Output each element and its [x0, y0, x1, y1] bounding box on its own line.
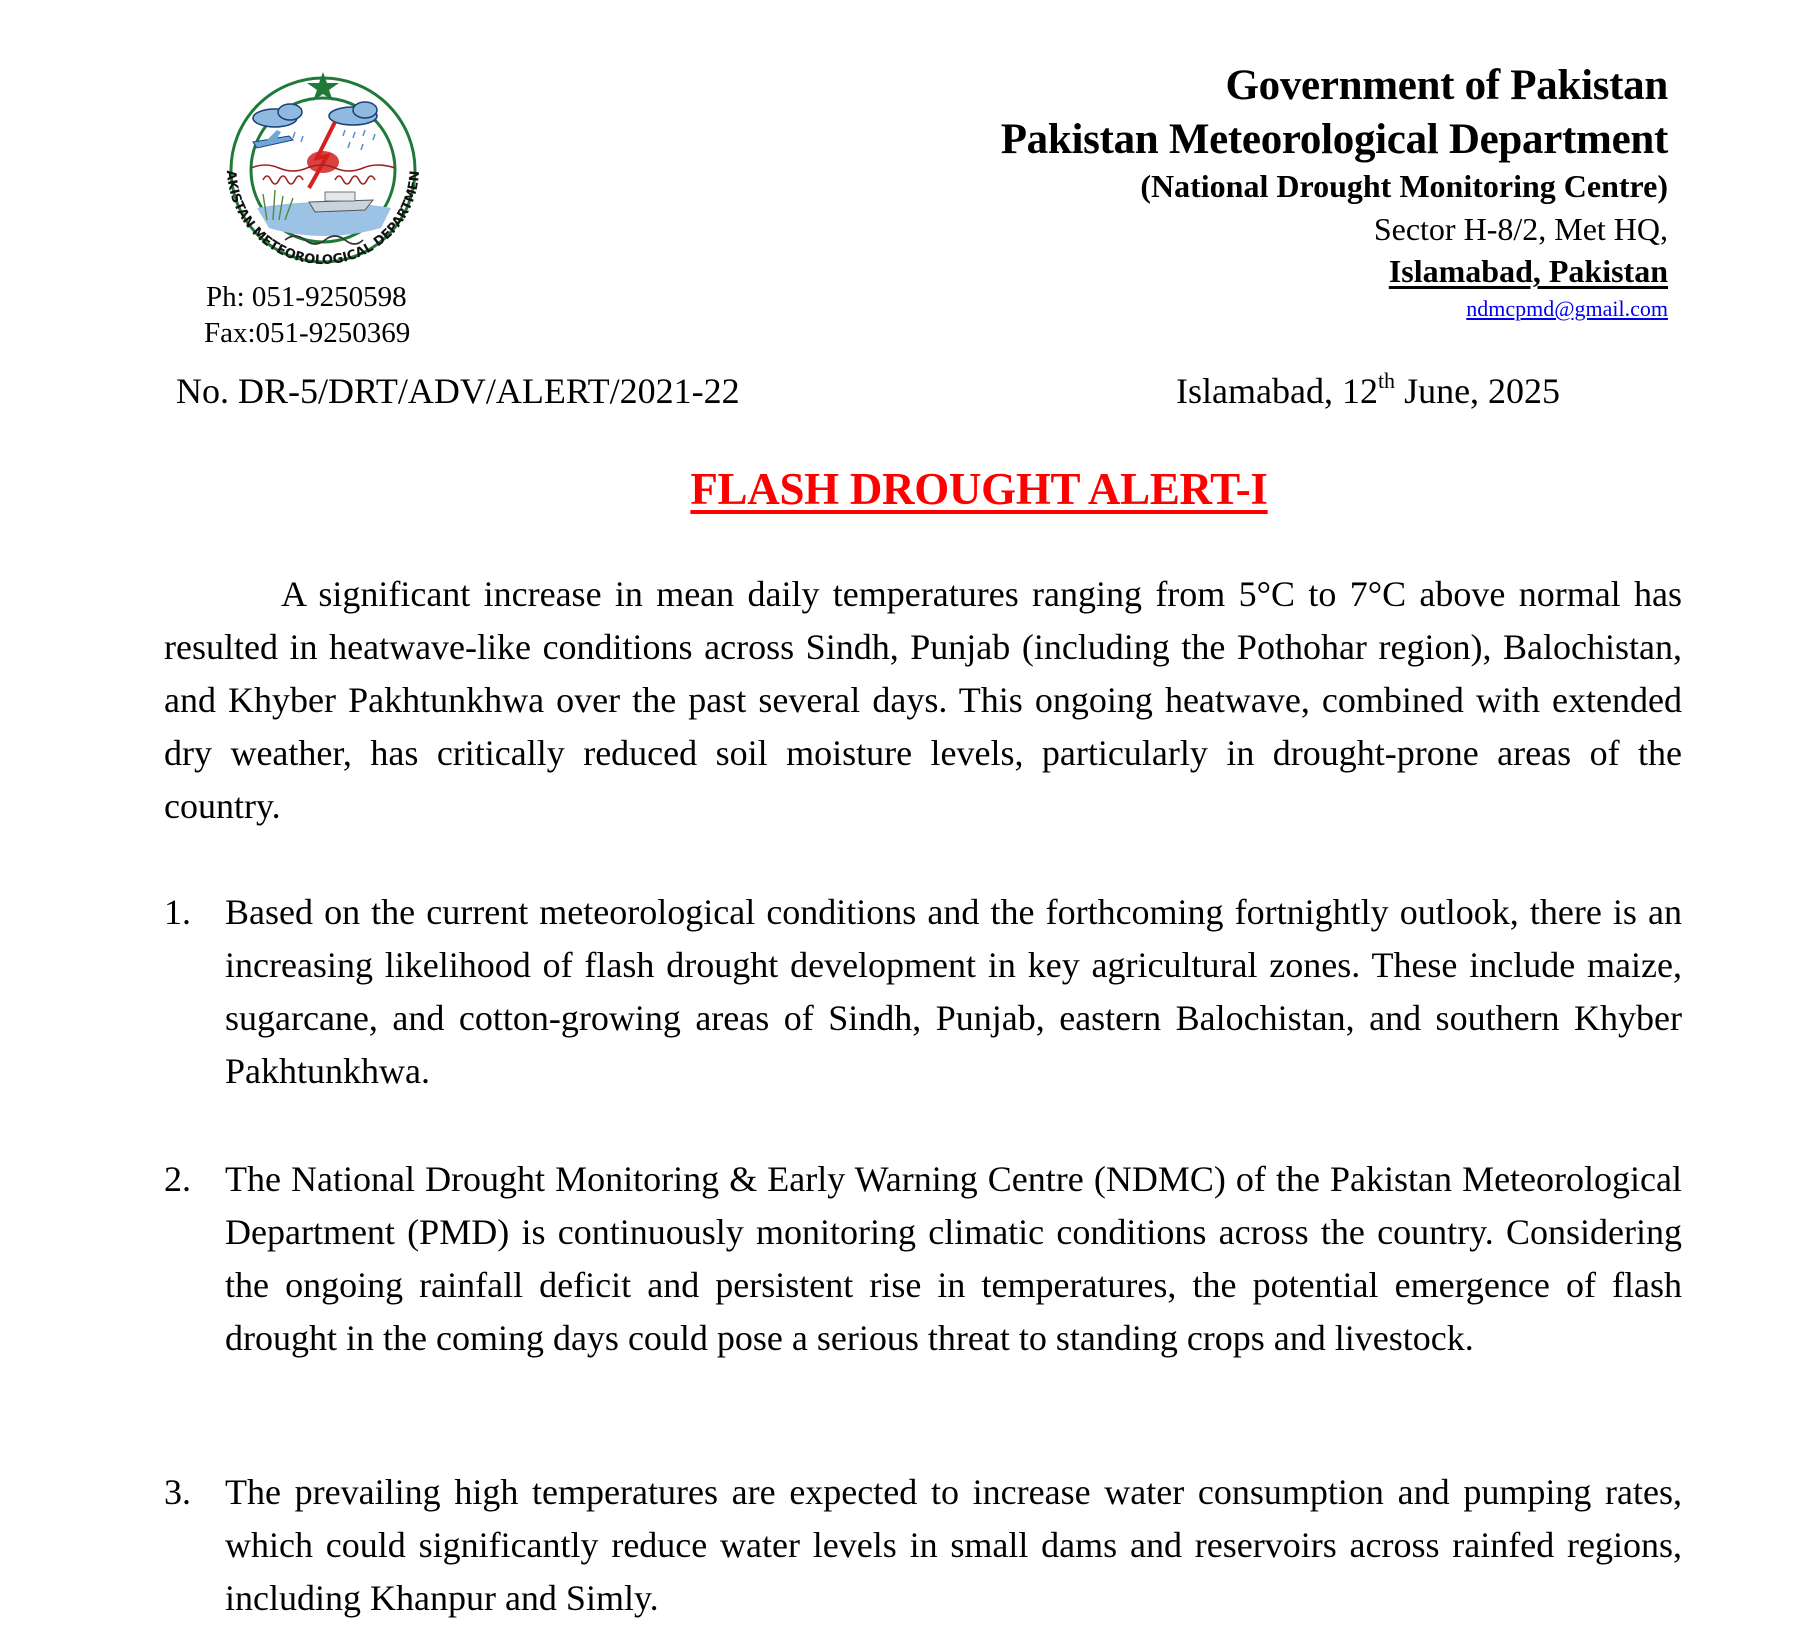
pmd-logo: [205, 70, 445, 280]
header-government: Government of Pakistan: [1225, 62, 1668, 109]
list-item-text: Based on the current meteorological conditions and the forthcoming fortnightly outlook, there is an increasing likelihood of flash drought development in key agricultural zones. These include maize, sugarcane, and cotton-growing areas of Sindh, Punjab, eastern Balochistan, and southern Khyber Pakhtunkhwa.: [225, 892, 1682, 1091]
reference-number: No. DR-5/DRT/ADV/ALERT/2021-22: [176, 371, 740, 411]
list-item: [164, 1153, 1682, 1365]
alert-title: FLASH DROUGHT ALERT-I: [690, 464, 1268, 514]
header-centre: (National Drought Monitoring Centre): [1140, 168, 1668, 204]
list-item-number: 3.: [164, 1472, 191, 1512]
list-item: [164, 1466, 1682, 1625]
email-link[interactable]: ndmcpmd@gmail.com: [1466, 296, 1668, 321]
alert-title-block: [0, 462, 1800, 516]
intro-paragraph: A significant increase in mean daily temperatures ranging from 5°C to 7°C above normal has resulted in heatwave-like conditions across Sindh, Punjab (including the Pothohar region), Balochistan, and Khyber Pakhtunkhwa over the past several days. This ongoing heatwave, combined with extended dry weather, has critically reduced soil moisture levels, particularly in drought-prone areas of the country.: [164, 574, 1682, 826]
document-date: [1176, 370, 1560, 412]
list-item-text: The National Drought Monitoring & Early Warning Centre (NDMC) of the Pakistan Meteorological Department (PMD) is continuously monitoring climatic conditions across the country. Considering the ongoing rainfall deficit and persistent rise in temperatures, the potential emergence of flash drought in the coming days could pose a serious threat to standing crops and livestock.: [225, 1159, 1682, 1358]
pmd-emblem-icon: [205, 70, 445, 280]
list-item-number: 2.: [164, 1159, 191, 1199]
list-item-number: 1.: [164, 892, 191, 932]
header-department: Pakistan Meteorological Department: [1000, 116, 1668, 163]
list-item: [164, 886, 1682, 1098]
date-prefix: Islamabad, 12: [1176, 371, 1378, 411]
header-city: Islamabad, Pakistan: [1388, 253, 1668, 289]
date-ordinal: th: [1377, 368, 1396, 393]
date-suffix: June, 2025: [1395, 371, 1561, 411]
phone-number: Ph: 051-9250598: [206, 281, 407, 313]
list-item-text: The prevailing high temperatures are expected to increase water consumption and pumping rates, which could significantly reduce water levels in small dams and reservoirs across rainfed regions, including Khanpur and Simly.: [225, 1472, 1682, 1618]
fax-number: Fax:051-9250369: [204, 317, 411, 349]
header-address: Sector H-8/2, Met HQ,: [1373, 211, 1668, 247]
logo-ring-text: AKISTAN METEOROLOGICAL DEPARTMEN: [222, 169, 424, 269]
